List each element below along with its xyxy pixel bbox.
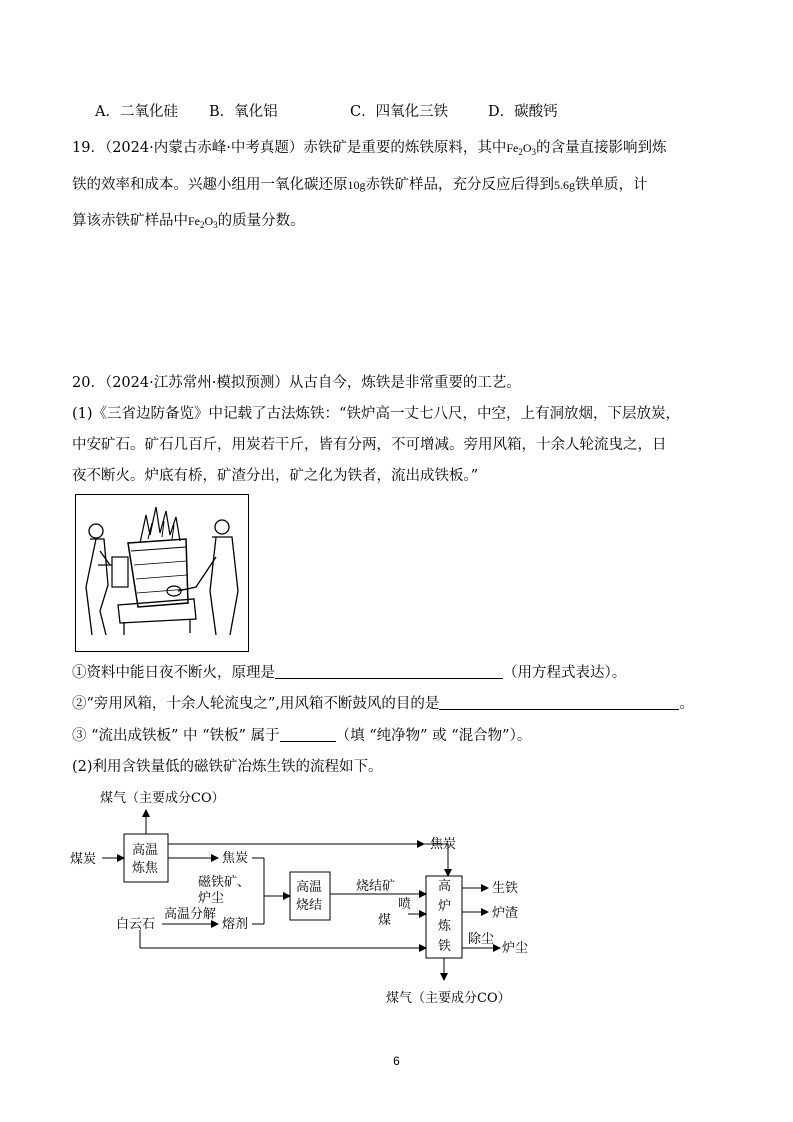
option-b: B．氧化铝 [209, 104, 278, 120]
flow-dust-out: 炉尘 [502, 941, 529, 956]
q20-part1-line-2: 中安矿石。矿石几百斤，用炭若干斤，皆有分两，不可增减。旁用风箱，十余人轮流曳之，日 [72, 437, 667, 453]
answer-blank-1[interactable] [275, 664, 503, 679]
flow-gas-top: 煤气（主要成分CO） [100, 791, 225, 806]
ancient-ironmaking-illustration [75, 494, 249, 652]
answer-blank-2[interactable] [439, 695, 679, 710]
flow-box1-line1: 高温 [132, 843, 159, 858]
q19-line-1: 19．（2024·内蒙古赤峰·中考真题）赤铁矿是重要的炼铁原料，其中$Fe_2O_3$的含量直接影响到炼 [72, 140, 667, 157]
flow-decompose: 高温分解 [164, 907, 217, 922]
flow-box3-char3: 炼 [438, 919, 452, 934]
option-a: A．二氧化硅 [95, 104, 178, 120]
q19-line-2: 铁的效率和成本。兴趣小组用一氧化碳还原10g赤铁矿样品，充分反应后得到5.6g铁单质，计 [72, 177, 648, 193]
flow-dedust: 除尘 [468, 932, 495, 947]
flow-spray: 喷 [398, 897, 412, 912]
flow-spray-coal: 煤 [378, 913, 392, 928]
option-d: D．碳酸钙 [488, 104, 558, 120]
flow-slag: 炉渣 [492, 906, 519, 921]
flow-box3-char1: 高 [438, 879, 452, 894]
flow-coal: 煤炭 [70, 852, 97, 867]
formula-fe2o3: $Fe_2O_3$ [506, 141, 536, 157]
mass-iron: 5.6g [554, 178, 575, 192]
flow-box3-char2: 炉 [438, 899, 452, 914]
flow-coke: 焦炭 [222, 851, 249, 866]
flow-flux: 熔剂 [222, 917, 249, 932]
q20-part1-line-3: 夜不断火。炉底有桥，矿渣分出，矿之化为铁者，流出成铁板。” [72, 468, 479, 484]
q20-sub2: ②“旁用风箱，十余人轮流曳之”,用风箱不断鼓风的目的是 。 [72, 696, 694, 712]
flow-box1-line2: 炼焦 [132, 861, 159, 876]
flow-gas-bottom: 煤气（主要成分CO） [386, 991, 511, 1006]
q20-part2: (2)利用含铁量低的磁铁矿冶炼生铁的流程如下。 [72, 759, 383, 775]
q19-line-3: 算该赤铁矿样品中$Fe_2O_3$的质量分数。 [72, 213, 305, 230]
page-number: 6 [393, 1054, 400, 1068]
q20-sub1: ①资料中能日夜不断火，原理是 （用方程式表达）。 [72, 665, 627, 681]
flow-box2-line2: 烧结 [296, 898, 323, 913]
ironmaking-flowchart [68, 784, 548, 1018]
flow-sinter: 烧结矿 [356, 879, 396, 894]
q20-part1-line-1: (1)《三省边防备览》中记载了古法炼铁：“铁炉高一丈七八尺，中空，上有洞放烟，下层放炭， [72, 406, 680, 422]
flow-pig-iron: 生铁 [492, 881, 519, 896]
flow-coke-right: 焦炭 [430, 837, 457, 852]
option-c: C．四氧化三铁 [350, 104, 449, 120]
flow-box3-char4: 铁 [438, 939, 452, 954]
mass-sample: 10g [347, 178, 366, 192]
q20-title: 20．（2024·江苏常州·模拟预测）从古自今，炼铁是非常重要的工艺。 [72, 375, 521, 391]
flow-box2-line1: 高温 [296, 880, 323, 895]
answer-blank-3[interactable] [280, 727, 336, 742]
formula-fe2o3-2: $Fe_2O_3$ [188, 214, 218, 230]
flow-magnetite: 磁铁矿、 [198, 875, 251, 890]
flow-dolomite: 白云石 [116, 917, 156, 932]
q20-sub3: ③ “流出成铁板” 中 “铁板” 属于 （填 “纯净物” 或 “混合物”）。 [72, 728, 532, 744]
flow-furnace-dust-in: 炉尘 [198, 891, 225, 906]
